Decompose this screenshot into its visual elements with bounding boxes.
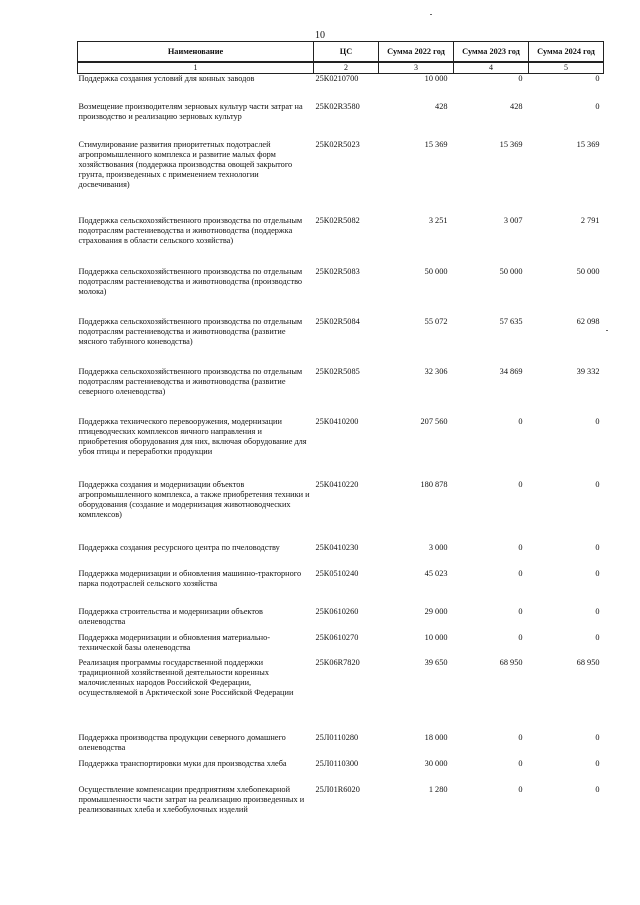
row-sum-2023: 0	[518, 416, 523, 426]
row-name: Поддержка создания ресурсного центра по пчеловодству	[78, 542, 280, 552]
row-sum-2024: 39 332	[576, 366, 600, 376]
row-sum-2024: 0	[595, 568, 600, 578]
row-sum-2023: 0	[518, 74, 523, 83]
row-sum-2022: 428	[435, 101, 448, 111]
row-name: Поддержка создания условий для конных заводов	[78, 74, 255, 83]
table-row	[78, 733, 604, 759]
row-sum-2023: 0	[518, 606, 523, 616]
row-code: 25К06R7820	[315, 657, 360, 667]
table-row	[78, 480, 604, 543]
header-sum-2024: Сумма 2024 год	[529, 42, 604, 63]
row-sum-2022: 1 280	[428, 784, 448, 794]
scan-speck	[430, 14, 432, 15]
index-cell: 4	[454, 62, 529, 74]
table-row	[78, 633, 604, 658]
row-sum-2023: 0	[518, 479, 523, 489]
row-code: 25К0510240	[315, 568, 359, 578]
row-code: 25К02R5082	[315, 215, 360, 225]
row-sum-2024: 0	[595, 542, 600, 552]
index-cell: 1	[78, 62, 314, 74]
table-row	[78, 607, 604, 633]
row-sum-2024: 2 791	[580, 215, 600, 225]
row-name: Возмещение производителям зерновых культур части затрат на производство и реализацию зерновых культур	[78, 101, 303, 121]
row-sum-2022: 207 560	[420, 416, 448, 426]
row-name: Реализация программы государственной поддержки традиционной хозяйственной деятельности коренных малочисленных народов Российской Федерации, осуществляемой в Арктической зоне Российской Федерации	[78, 657, 294, 697]
row-code: 25К02R3580	[315, 101, 360, 111]
table-row	[78, 140, 604, 216]
table-row	[78, 317, 604, 367]
table-row	[78, 74, 604, 102]
row-sum-2023: 57 635	[499, 316, 523, 326]
row-name: Поддержка технического перевооружения, модернизации птицеводческих комплексов яичного направления и приобретения оборудования для них, включая оборудование для убоя птицы и переработки продукции	[78, 416, 307, 456]
row-code: 25К0210700	[315, 74, 359, 83]
row-code: 25К02R5083	[315, 266, 360, 276]
table-row	[78, 417, 604, 480]
header-sum-2023: Сумма 2023 год	[454, 42, 529, 63]
row-sum-2024: 0	[595, 606, 600, 616]
row-sum-2023: 34 869	[499, 366, 523, 376]
row-sum-2022: 10 000	[424, 632, 448, 642]
row-sum-2024: 50 000	[576, 266, 600, 276]
row-sum-2024: 0	[595, 416, 600, 426]
row-name: Поддержка транспортировки муки для производства хлеба	[78, 758, 287, 768]
table-row	[78, 759, 604, 785]
row-sum-2024: 68 950	[576, 657, 600, 667]
table-row	[78, 658, 604, 733]
row-sum-2022: 32 306	[424, 366, 448, 376]
table-row	[78, 543, 604, 569]
table-row	[78, 267, 604, 317]
row-sum-2024: 0	[595, 101, 600, 111]
row-sum-2023: 0	[518, 784, 523, 794]
row-sum-2024: 15 369	[576, 139, 600, 149]
row-name: Поддержка производства продукции северного домашнего оленеводства	[78, 732, 286, 752]
row-code: 25К02R5084	[315, 316, 360, 326]
row-name: Стимулирование развития приоритетных подотраслей агропромышленного комплекса и развитие малых форм хозяйствования (поддержка производства овощей закрытого грунта, произведенных с применением технологии досвечивания)	[78, 139, 293, 189]
row-sum-2024: 62 098	[576, 316, 600, 326]
row-sum-2024: 0	[595, 784, 600, 794]
header-sum-2022: Сумма 2022 год	[379, 42, 454, 63]
row-name: Поддержка сельскохозяйственного производства по отдельным подотраслям растениеводства и животноводства (развитие мясного табунного коневодства)	[78, 316, 303, 346]
row-sum-2023: 50 000	[499, 266, 523, 276]
row-sum-2023: 0	[518, 542, 523, 552]
table-body	[78, 74, 604, 837]
row-name: Поддержка сельскохозяйственного производства по отдельным подотраслям растениеводства и животноводства (производство молока)	[78, 266, 303, 296]
row-sum-2023: 0	[518, 758, 523, 768]
table-header	[78, 42, 604, 74]
row-sum-2023: 0	[518, 732, 523, 742]
row-code: 25К02R5085	[315, 366, 360, 376]
row-sum-2024: 0	[595, 74, 600, 83]
row-sum-2022: 180 878	[420, 479, 448, 489]
row-sum-2023: 15 369	[499, 139, 523, 149]
index-cell: 2	[314, 62, 379, 74]
row-name: Поддержка строительства и модернизации объектов оленеводства	[78, 606, 263, 626]
row-code: 25Л01R6020	[315, 784, 360, 794]
table-row	[78, 102, 604, 140]
row-code: 25К0610260	[315, 606, 359, 616]
row-sum-2023: 0	[518, 568, 523, 578]
scan-speck	[606, 330, 608, 331]
row-sum-2024: 0	[595, 732, 600, 742]
row-sum-2024: 0	[595, 479, 600, 489]
index-cell: 3	[379, 62, 454, 74]
row-sum-2022: 18 000	[424, 732, 448, 742]
index-cell: 5	[529, 62, 604, 74]
row-name: Поддержка сельскохозяйственного производства по отдельным подотраслям растениеводства и животноводства (развитие северного оленеводства)	[78, 366, 303, 396]
row-code: 25Л0110280	[315, 732, 359, 742]
row-sum-2023: 3 007	[503, 215, 523, 225]
row-sum-2023: 68 950	[499, 657, 523, 667]
row-code: 25К0610270	[315, 632, 359, 642]
table-row	[78, 367, 604, 417]
table-row	[78, 785, 604, 837]
table-row	[78, 216, 604, 267]
row-code: 25Л0110300	[315, 758, 359, 768]
row-sum-2022: 55 072	[424, 316, 448, 326]
row-sum-2022: 39 650	[424, 657, 448, 667]
row-sum-2022: 3 000	[428, 542, 448, 552]
table-row	[78, 569, 604, 607]
row-name: Поддержка модернизации и обновления машинно-тракторного парка подотраслей сельского хозяйства	[78, 568, 302, 588]
row-name: Осуществление компенсации предприятиям хлебопекарной промышленности части затрат на реализацию произведенных и реализованных хлеба и хлебобулочных изделий	[78, 784, 305, 814]
row-sum-2022: 45 023	[424, 568, 448, 578]
row-code: 25К02R5023	[315, 139, 360, 149]
row-sum-2024: 0	[595, 758, 600, 768]
row-sum-2022: 3 251	[428, 215, 448, 225]
row-code: 25К0410220	[315, 479, 359, 489]
row-name: Поддержка модернизации и обновления материально-технической базы оленеводства	[78, 632, 270, 652]
row-sum-2024: 0	[595, 632, 600, 642]
row-sum-2022: 29 000	[424, 606, 448, 616]
row-sum-2022: 10 000	[424, 74, 448, 83]
page-number: 10	[315, 30, 325, 41]
row-name: Поддержка сельскохозяйственного производства по отдельным подотраслям растениеводства и животноводства (поддержка страхования в области сельского хозяйства)	[78, 215, 303, 245]
row-sum-2022: 50 000	[424, 266, 448, 276]
header-code: ЦС	[314, 42, 379, 63]
row-name: Поддержка создания и модернизации объектов агропромышленного комплекса, а также приобретения техники и оборудования (создание и модернизация животноводческих комплексов)	[78, 479, 310, 519]
header-name: Наименование	[78, 42, 314, 63]
row-sum-2022: 30 000	[424, 758, 448, 768]
row-sum-2023: 428	[510, 101, 523, 111]
row-sum-2023: 0	[518, 632, 523, 642]
budget-table	[77, 41, 604, 837]
row-sum-2022: 15 369	[424, 139, 448, 149]
row-code: 25К0410230	[315, 542, 359, 552]
row-code: 25К0410200	[315, 416, 359, 426]
